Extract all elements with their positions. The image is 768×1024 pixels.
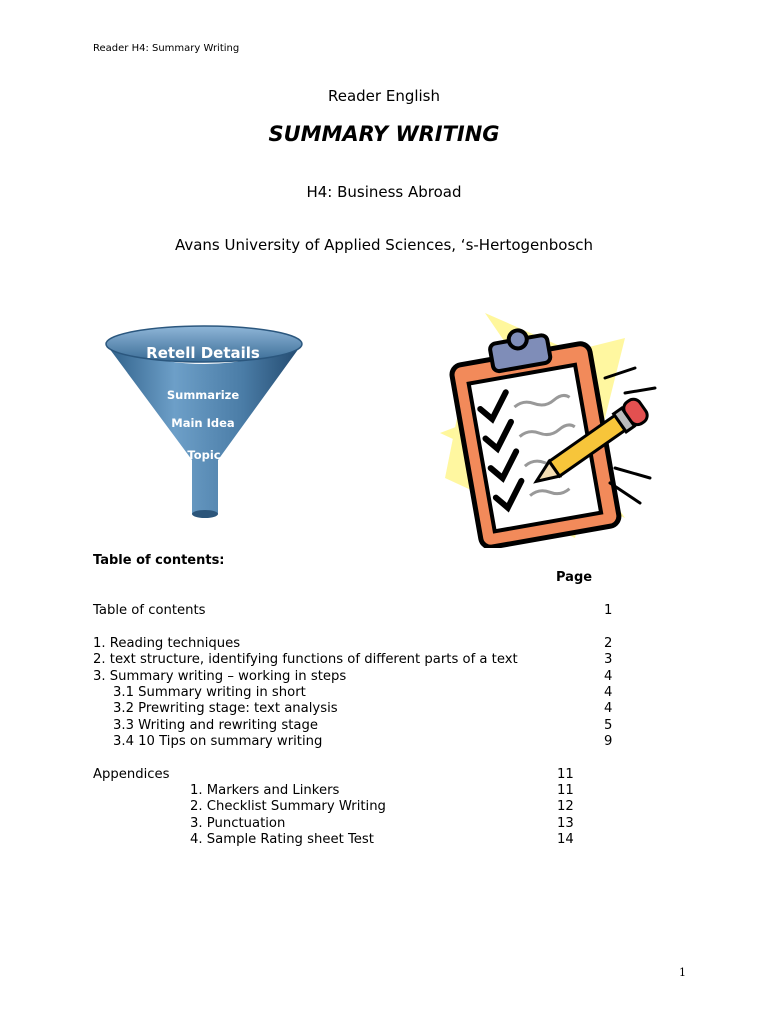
appendix-item-label: 3. Punctuation — [190, 816, 286, 831]
funnel-level-3: Main Idea — [171, 416, 235, 430]
appendices-label: Appendices — [93, 767, 170, 782]
toc-entry-page: 5 — [604, 718, 613, 733]
appendix-item-page: 12 — [557, 799, 574, 814]
toc-entry-label: 3.3 Writing and rewriting stage — [113, 718, 318, 733]
toc-entry-label: 3.2 Prewriting stage: text analysis — [113, 701, 338, 716]
funnel-level-2: Summarize — [166, 388, 240, 402]
toc-entry-page: 2 — [604, 636, 613, 651]
toc-entry-page: 4 — [604, 685, 613, 700]
toc-entry-page: 1 — [604, 603, 613, 618]
toc-entry-label: 3.4 10 Tips on summary writing — [113, 734, 323, 749]
funnel-illustration — [100, 322, 310, 524]
toc-entry-label: 3. Summary writing – working in steps — [93, 669, 347, 684]
running-header: Reader H4: Summary Writing — [93, 43, 240, 54]
toc-entry-label: 1. Reading techniques — [93, 636, 241, 651]
reader-label: Reader English — [327, 87, 441, 105]
funnel-level-1: Retell Details — [146, 344, 260, 362]
clipboard-checklist-icon — [425, 308, 665, 548]
funnel-level-4: Topic — [187, 448, 221, 462]
appendix-item-label: 1. Markers and Linkers — [190, 783, 340, 798]
toc-entry-label: 2. text structure, identifying functions of different parts of a text — [93, 652, 518, 667]
toc-entry-label: Table of contents — [93, 603, 206, 618]
appendix-item-page: 14 — [557, 832, 574, 847]
toc-entry-page: 9 — [604, 734, 613, 749]
appendices-page: 11 — [557, 767, 574, 782]
appendix-item-page: 11 — [557, 783, 574, 798]
institution-name: Avans University of Applied Sciences, ‘s-Hertogenbosch — [174, 236, 594, 254]
course-name: H4: Business Abroad — [306, 183, 462, 201]
document-title: SUMMARY WRITING — [268, 122, 500, 146]
appendix-item-label: 4. Sample Rating sheet Test — [190, 832, 374, 847]
appendix-item-page: 13 — [557, 816, 574, 831]
appendix-item-label: 2. Checklist Summary Writing — [190, 799, 386, 814]
toc-entry-page: 3 — [604, 652, 613, 667]
page-number: 1 — [679, 966, 686, 979]
toc-heading: Table of contents: — [93, 553, 225, 568]
toc-entry-page: 4 — [604, 669, 613, 684]
toc-page-label: Page — [556, 570, 593, 585]
toc-entry-label: 3.1 Summary writing in short — [113, 685, 306, 700]
toc-entry-page: 4 — [604, 701, 613, 716]
